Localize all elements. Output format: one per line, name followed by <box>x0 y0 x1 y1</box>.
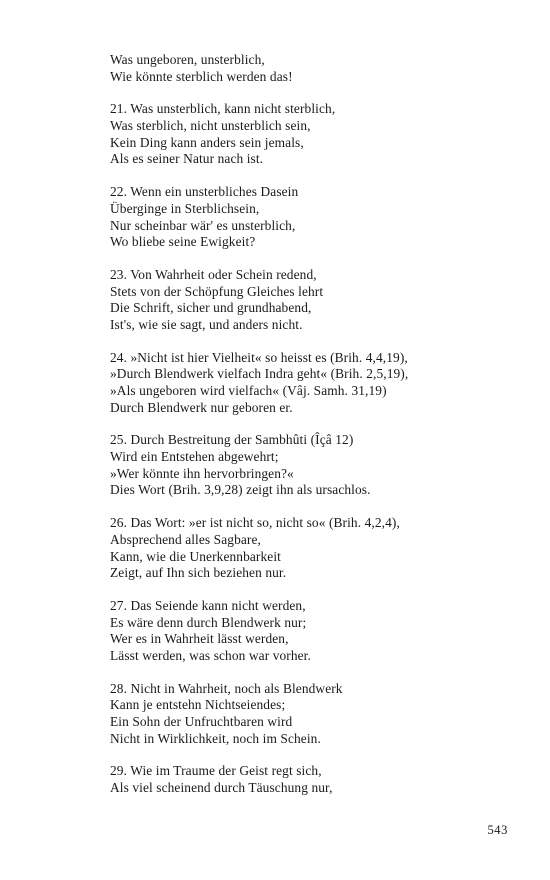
verse-line: Wer es in Wahrheit lässt werden, <box>110 631 289 647</box>
verse-line: Die Schrift, sicher und grundhabend, <box>110 300 312 316</box>
verse-line: Wo bliebe seine Ewigkeit? <box>110 234 256 250</box>
stanza <box>110 267 530 334</box>
stanza <box>110 52 530 85</box>
verse-line: Wird ein Entstehen abgewehrt; <box>110 449 279 465</box>
verse-line: Als es seiner Natur nach ist. <box>110 151 264 167</box>
verse-line: 29. Wie im Traume der Geist regt sich, <box>110 763 322 779</box>
verse-line: »Als ungeboren wird vielfach« (Vâj. Samh. 31,19) <box>110 383 387 398</box>
verse-line: Zeigt, auf Ihn sich beziehen nur. <box>110 565 287 581</box>
verse-line: 27. Das Seiende kann nicht werden, <box>110 597 306 613</box>
verse-line: 22. Wenn ein unsterbliches Dasein <box>110 184 299 200</box>
stanza <box>110 432 530 499</box>
verse-line: Ist's, wie sie sagt, und anders nicht. <box>110 316 303 332</box>
page-number: 543 <box>487 823 508 837</box>
stanza <box>110 515 530 582</box>
verse-line: 26. Das Wort: »er ist nicht so, nicht so« (Brih. 4,2,4), <box>110 515 400 531</box>
verse-line: 25. Durch Bestreitung der Sambhûti (Îçâ 12) <box>110 432 354 448</box>
verse-line: Dies Wort (Brih. 3,9,28) zeigt ihn als ursachlos. <box>110 482 371 498</box>
verse-line: Durch Blendwerk nur geboren er. <box>110 399 293 415</box>
verse-line: Wie könnte sterblich werden das! <box>110 68 293 84</box>
stanza <box>110 681 530 748</box>
verse-line: Ein Sohn der Unfruchtbaren wird <box>110 714 293 729</box>
verse-line: 21. Was unsterblich, kann nicht sterblich, <box>110 101 336 117</box>
verse-line: Lässt werden, was schon war vorher. <box>110 647 311 663</box>
verse-line: »Durch Blendwerk vielfach Indra geht« (Brih. 2,5,19), <box>110 366 409 382</box>
verse-line: 23. Von Wahrheit oder Schein redend, <box>110 266 317 282</box>
verse-line: 28. Nicht in Wahrheit, noch als Blendwerk <box>110 680 343 696</box>
verse-line: Was ungeboren, unsterblich, <box>110 52 265 67</box>
verse-line: Überginge in Sterblichsein, <box>110 200 260 216</box>
verse-line: Stets von der Schöpfung Gleiches lehrt <box>110 283 324 299</box>
stanza <box>110 350 530 417</box>
verse-line: »Wer könnte ihn hervorbringen?« <box>110 465 294 481</box>
verse-line: Nicht in Wirklichkeit, noch im Schein. <box>110 730 321 746</box>
verse-line: 24. »Nicht ist hier Vielheit« so heisst es (Brih. 4,4,19), <box>110 349 408 365</box>
verse-line: Absprechend alles Sagbare, <box>110 531 261 547</box>
stanza <box>110 598 530 665</box>
stanza <box>110 763 530 796</box>
verse-line: Kann, wie die Unerkennbarkeit <box>110 548 281 564</box>
verse-line: Es wäre denn durch Blendwerk nur; <box>110 614 307 630</box>
verse-line: Als viel scheinend durch Täuschung nur, <box>110 780 333 796</box>
verse-text-block <box>110 52 530 813</box>
verse-line: Nur scheinbar wär' es unsterblich, <box>110 217 296 233</box>
verse-line: Kein Ding kann anders sein jemals, <box>110 134 304 150</box>
stanza <box>110 184 530 251</box>
verse-line: Was sterblich, nicht unsterblich sein, <box>110 118 311 134</box>
stanza <box>110 101 530 168</box>
verse-line: Kann je entstehn Nichtseiendes; <box>110 697 286 713</box>
